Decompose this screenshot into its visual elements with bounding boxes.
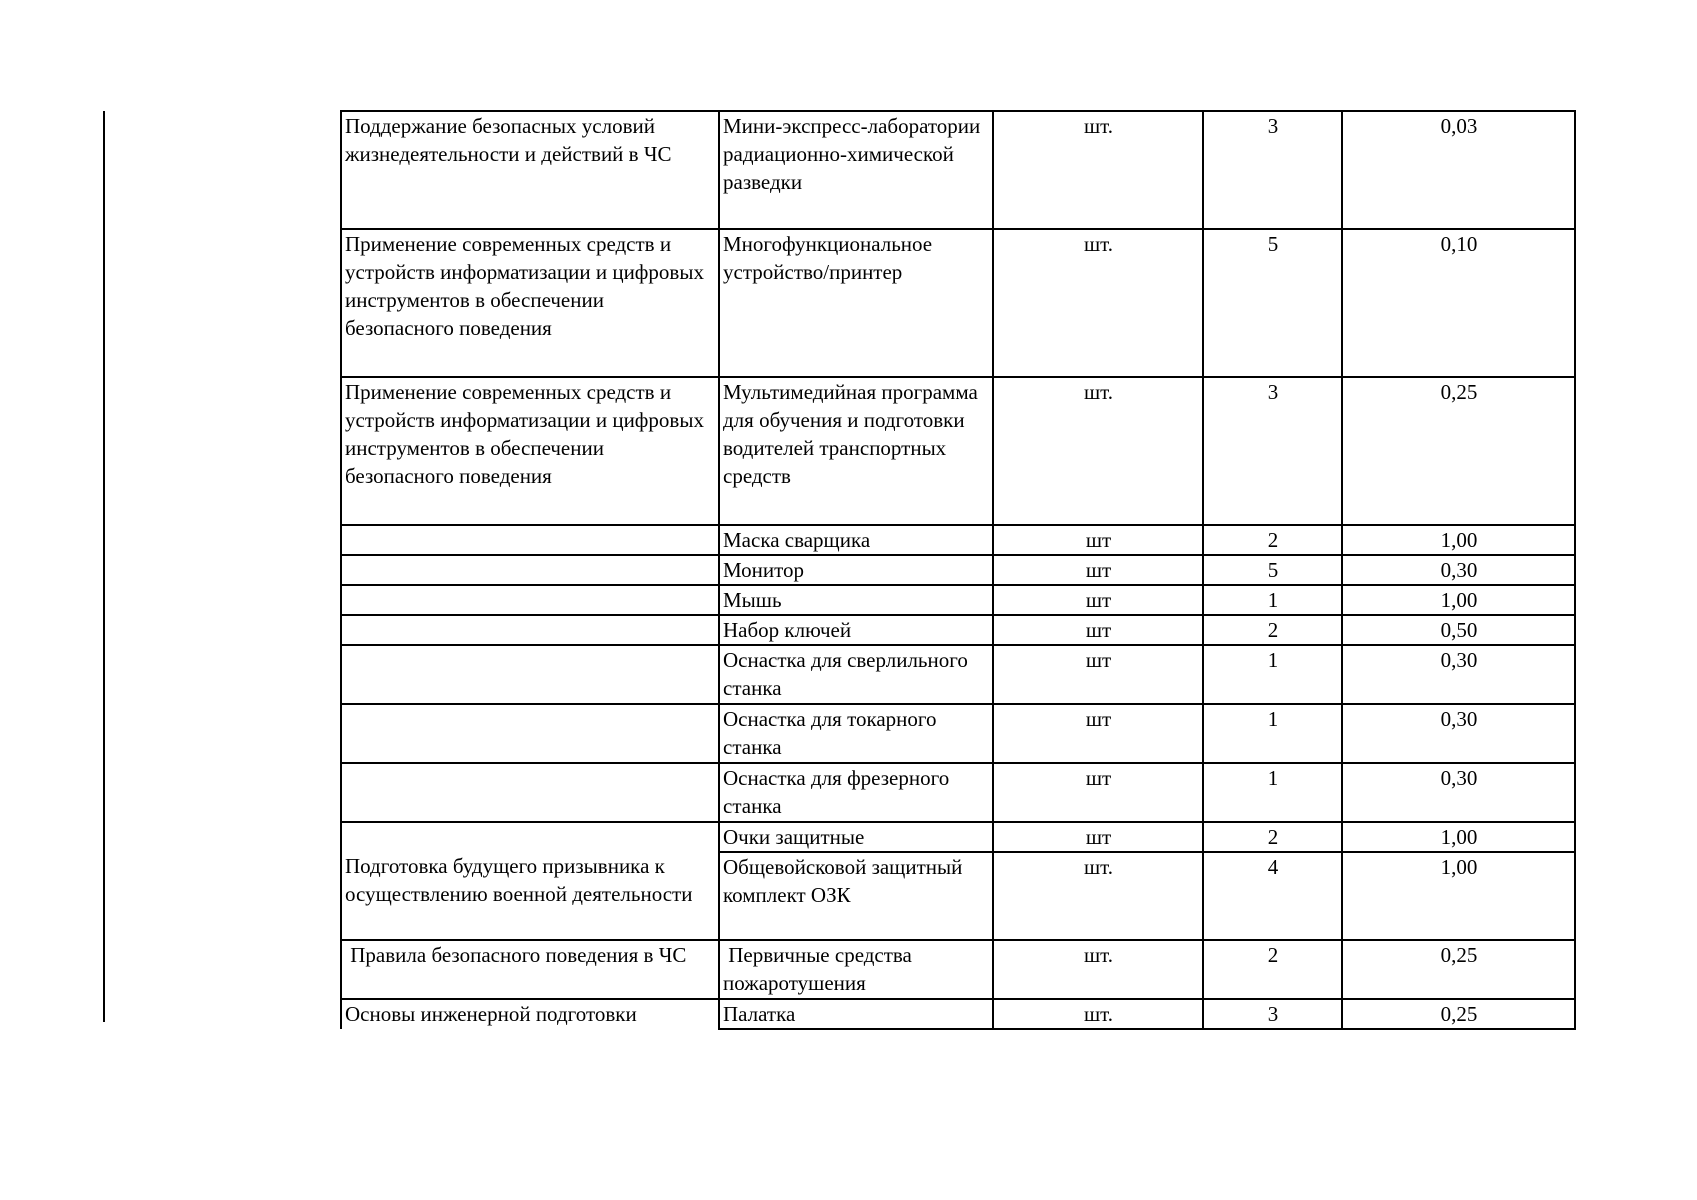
cell-value: 0,03 — [1342, 111, 1575, 229]
cell-area — [341, 704, 719, 763]
cell-unit: шт — [993, 615, 1203, 645]
cell-unit: шт — [993, 763, 1203, 822]
table-row — [341, 555, 1575, 585]
table-row — [341, 940, 1575, 999]
cell-area — [341, 615, 719, 645]
cell-value: 0,25 — [1342, 377, 1575, 525]
cell-quantity: 3 — [1203, 111, 1342, 229]
table-row — [341, 704, 1575, 763]
table-row — [341, 229, 1575, 377]
cell-quantity: 1 — [1203, 585, 1342, 615]
cell-area: Применение современных средств и устройств информатизации и цифровых инструментов в обеспечении безопасного поведения — [341, 229, 719, 377]
cell-item: Палатка — [719, 999, 993, 1029]
cell-quantity: 1 — [1203, 763, 1342, 822]
table-row — [341, 377, 1575, 525]
cell-quantity: 3 — [1203, 377, 1342, 525]
table-row — [341, 585, 1575, 615]
cell-value: 0,30 — [1342, 704, 1575, 763]
cell-item: Оснастка для сверлильного станка — [719, 645, 993, 704]
cell-value: 0,25 — [1342, 999, 1575, 1029]
cell-item: Очки защитные — [719, 822, 993, 852]
cell-area — [341, 555, 719, 585]
cell-unit: шт — [993, 645, 1203, 704]
cell-item: Многофункциональное устройство/принтер — [719, 229, 993, 377]
cell-quantity: 3 — [1203, 999, 1342, 1029]
cell-item: Мультимедийная программа для обучения и подготовки водителей транспортных средств — [719, 377, 993, 525]
cell-unit: шт — [993, 555, 1203, 585]
cell-quantity: 5 — [1203, 229, 1342, 377]
cell-area — [341, 763, 719, 822]
cell-unit: шт — [993, 822, 1203, 852]
cell-area: Основы инженерной подготовки — [341, 999, 719, 1029]
cell-item: Первичные средства пожаротушения — [719, 940, 993, 999]
cell-quantity: 2 — [1203, 822, 1342, 852]
cell-value: 0,30 — [1342, 555, 1575, 585]
cell-quantity: 1 — [1203, 645, 1342, 704]
cell-value: 0,25 — [1342, 940, 1575, 999]
table-row — [341, 763, 1575, 822]
cell-unit: шт — [993, 704, 1203, 763]
table-row — [341, 852, 1575, 940]
cell-unit: шт — [993, 525, 1203, 555]
cell-area — [341, 585, 719, 615]
cell-value: 0,50 — [1342, 615, 1575, 645]
cell-item: Маска сварщика — [719, 525, 993, 555]
cell-item: Мышь — [719, 585, 993, 615]
cell-unit: шт. — [993, 111, 1203, 229]
cell-quantity: 2 — [1203, 615, 1342, 645]
cell-area: Правила безопасного поведения в ЧС — [341, 940, 719, 999]
cell-value: 0,30 — [1342, 763, 1575, 822]
cell-value: 1,00 — [1342, 585, 1575, 615]
cell-item: Набор ключей — [719, 615, 993, 645]
cell-area: Поддержание безопасных условий жизнедеятельности и действий в ЧС — [341, 111, 719, 229]
cell-quantity: 2 — [1203, 940, 1342, 999]
cell-unit: шт. — [993, 377, 1203, 525]
cell-value: 1,00 — [1342, 525, 1575, 555]
cell-area — [341, 822, 719, 852]
table-row — [341, 111, 1575, 229]
cell-area: Применение современных средств и устройств информатизации и цифровых инструментов в обеспечении безопасного поведения — [341, 377, 719, 525]
cell-quantity: 2 — [1203, 525, 1342, 555]
cell-quantity: 4 — [1203, 852, 1342, 940]
cell-quantity: 1 — [1203, 704, 1342, 763]
cell-value: 0,30 — [1342, 645, 1575, 704]
cell-unit: шт — [993, 585, 1203, 615]
left-margin-rule — [103, 111, 105, 1022]
equipment-table — [340, 110, 1576, 1030]
cell-item: Мини-экспресс-лаборатории радиационно-химической разведки — [719, 111, 993, 229]
table-row — [341, 525, 1575, 555]
cell-item: Оснастка для токарного станка — [719, 704, 993, 763]
cell-unit: шт. — [993, 852, 1203, 940]
cell-item: Монитор — [719, 555, 993, 585]
cell-quantity: 5 — [1203, 555, 1342, 585]
table-row — [341, 615, 1575, 645]
cell-unit: шт. — [993, 229, 1203, 377]
cell-area: Подготовка будущего призывника к осуществлению военной деятельности — [341, 852, 719, 940]
cell-unit: шт. — [993, 999, 1203, 1029]
cell-area — [341, 645, 719, 704]
cell-item: Оснастка для фрезерного станка — [719, 763, 993, 822]
cell-unit: шт. — [993, 940, 1203, 999]
cell-value: 0,10 — [1342, 229, 1575, 377]
cell-item: Общевойсковой защитный комплект ОЗК — [719, 852, 993, 940]
table-row — [341, 999, 1575, 1029]
cell-value: 1,00 — [1342, 852, 1575, 940]
cell-value: 1,00 — [1342, 822, 1575, 852]
table-row — [341, 645, 1575, 704]
table-row — [341, 822, 1575, 852]
cell-area — [341, 525, 719, 555]
